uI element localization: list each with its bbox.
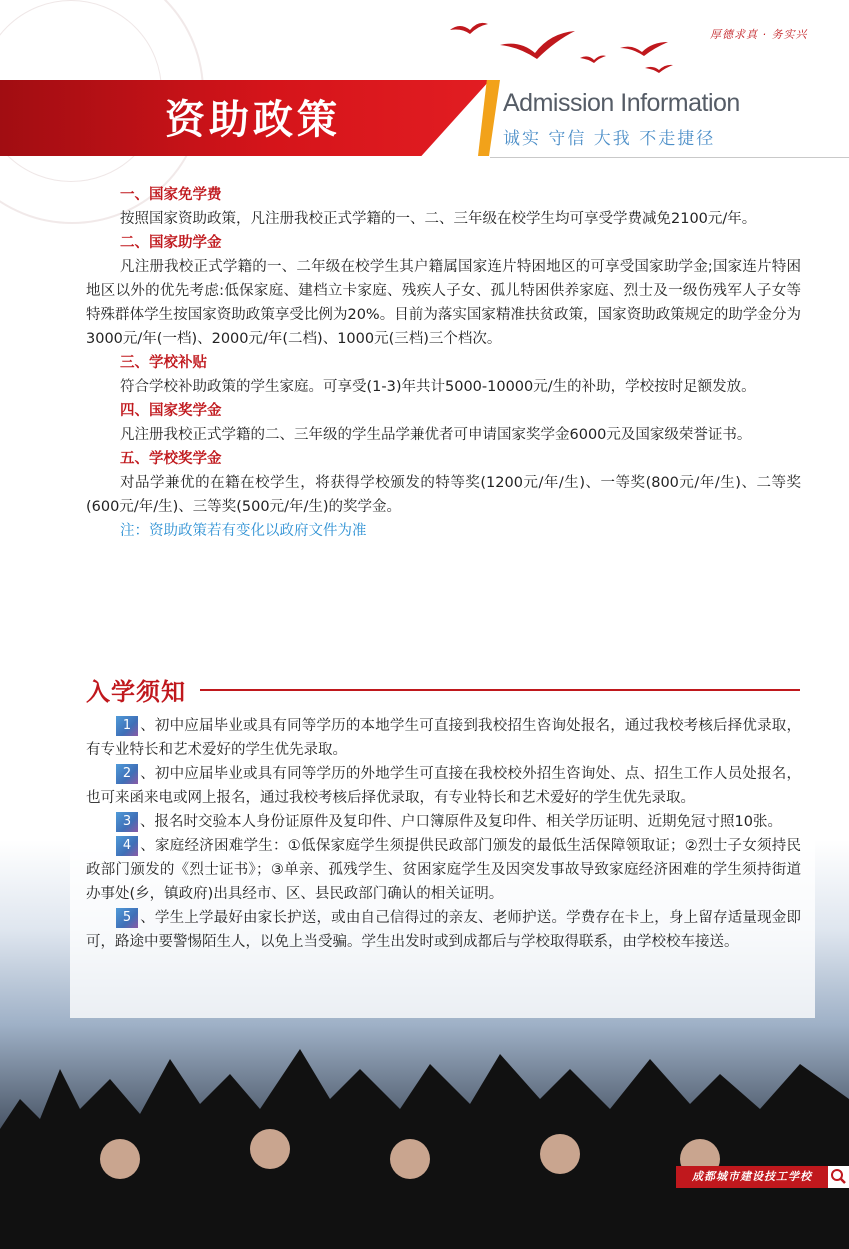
list-item [86,714,801,762]
item-text: 、学生上学最好由家长护送，或由自己信得过的亲友、老师护送。学费存在卡上，身上留存适量现金即可，路途中要警惕陌生人，以免上当受骗。学生出发时或到成都后与学校取得联系，由学校校车接送。 [86,910,801,950]
flying-birds-icon [440,10,700,80]
item-number-badge: 3 [116,812,138,832]
admission-heading-en: Admission Information [503,89,740,117]
header-divider [490,157,849,158]
item-text: 、初中应届毕业或具有同等学历的外地学生可直接在我校校外招生咨询处、点、招生工作人员处报名，也可来函来电或网上报名，通过我校考核后择优录取，有专业特长和艺术爱好的学生优先录取。 [86,766,801,806]
item-text: 、初中应届毕业或具有同等学历的本地学生可直接到我校招生咨询处报名，通过我校考核后择优录取，有专业特长和艺术爱好的学生优先录取。 [86,718,801,758]
item-number-badge: 5 [116,908,138,928]
search-icon [828,1166,849,1188]
item-text: 、报名时交验本人身份证原件及复印件、户口簿原件及复印件、相关学历证明、近期免冠寸照10张。 [140,814,782,830]
notice-list [86,714,801,954]
policy-title: 三、学校补贴 [120,355,207,371]
list-item [86,810,801,834]
item-text: 、家庭经济困难学生：①低保家庭学生须提供民政部门颁发的最低生活保障领取证；②烈士子女须持民政部门颁发的《烈士证书》；③单亲、孤残学生、贫困家庭学生及因突发事故导致家庭经济困难的学生须持街道办事处(乡，镇政府)出具经市、区、县民政部门确认的相关证明。 [86,838,801,902]
list-item [86,906,801,954]
list-item [86,762,801,810]
policy-title: 二、国家助学金 [120,235,222,251]
item-number-badge: 1 [116,716,138,736]
school-name-tag: 成都城市建设技工学校 [676,1166,828,1188]
item-number-badge: 2 [116,764,138,784]
graduates-silhouette [0,1009,849,1249]
item-number-badge: 4 [116,836,138,856]
policy-title: 一、国家免学费 [120,187,222,203]
notice-title-rule [200,689,800,691]
policy-text: 凡注册我校正式学籍的一、二年级在校学生其户籍属国家连片特困地区的可享受国家助学金;国家连片特困地区以外的优先考虑:低保家庭、建档立卡家庭、残疾人子女、孤儿特困供养家庭、烈士及一级伤残军人子女等特殊群体学生按国家资助政策享受比例为20%。目前为落实国家精准扶贫政策，国家资助政策规定的助学金分为3000元/年(一档)、2000元/年(二档)、1000元(三档)三个档次。 [86,259,801,347]
list-item [86,834,801,906]
policy-text: 对品学兼优的在籍在校学生，将获得学校颁发的特等奖(1200元/年/生)、一等奖(800元/年/生)、二等奖(600元/年/生)、三等奖(500元/年/生)的奖学金。 [86,475,801,515]
policy-title: 四、国家奖学金 [120,403,222,419]
policy-note: 注：资助政策若有变化以政府文件为准 [120,523,367,539]
admission-motto-cn: 诚实 守信 大我 不走捷径 [503,129,716,149]
school-motto: 厚德求真 · 务实兴 [710,28,808,41]
policy-section [86,183,801,543]
banner-accent-stripe [478,80,500,156]
policy-text: 按照国家资助政策，凡注册我校正式学籍的一、二、三年级在校学生均可享受学费减免2100元/年。 [120,211,757,227]
notice-title: 入学须知 [86,678,186,706]
page-title: 资助政策 [165,97,341,143]
policy-text: 符合学校补助政策的学生家庭。可享受(1-3)年共计5000-10000元/生的补助，学校按时足额发放。 [120,379,756,395]
policy-title: 五、学校奖学金 [120,451,222,467]
policy-text: 凡注册我校正式学籍的二、三年级的学生品学兼优者可申请国家奖学金6000元及国家级荣誉证书。 [120,427,752,443]
